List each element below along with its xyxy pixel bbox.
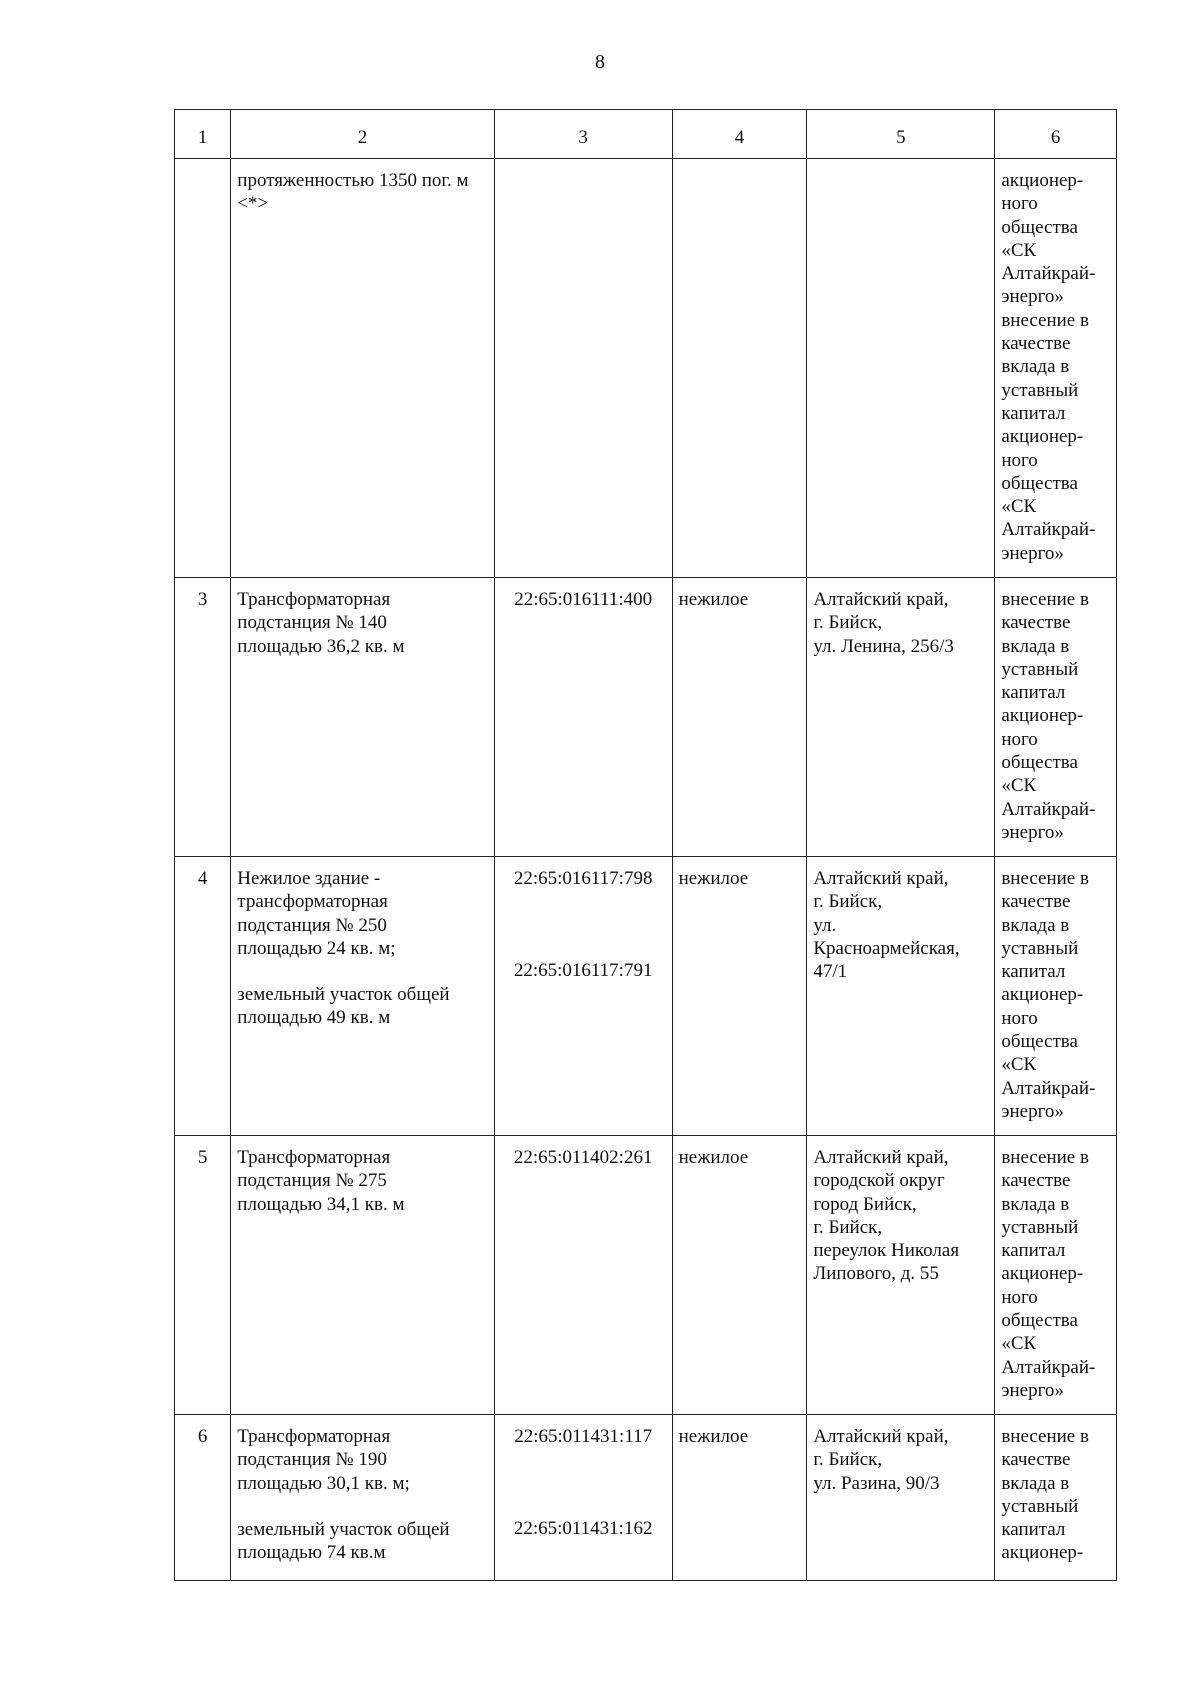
header-col-2: 2: [231, 110, 494, 159]
transfer-cell: [995, 1136, 1117, 1415]
spacer: [237, 1495, 487, 1518]
row-number: 5: [175, 1136, 231, 1415]
cadastral-number: 22:65:016117:791: [513, 960, 653, 982]
description-cell: [231, 578, 494, 857]
transfer-line: капитал: [1001, 1519, 1066, 1541]
description-line: площадью 36,2 кв. м: [237, 635, 405, 657]
transfer-line: уставный: [1001, 1216, 1079, 1238]
header-col-1: 1: [175, 110, 231, 159]
transfer-line: Алтайкрай-: [1001, 1356, 1096, 1378]
transfer-line: «СК: [1001, 1054, 1037, 1076]
address-line: 47/1: [813, 961, 848, 983]
transfer-line: общества: [1001, 1310, 1078, 1332]
description-line: площадью 24 кв. м;: [237, 937, 396, 959]
address-line: Алтайский край,: [813, 1426, 949, 1447]
description-line: Трансформаторная: [237, 1147, 391, 1168]
transfer-line: вклада в: [1001, 914, 1070, 936]
address-line: ул. Разина, 90/3: [813, 1472, 940, 1494]
transfer-line: качестве: [1001, 612, 1071, 634]
cadastral-number: 22:65:011402:261: [513, 1147, 653, 1168]
transfer-line: энерго»: [1001, 1379, 1064, 1401]
description-line: площадью 49 кв. м: [237, 1007, 391, 1029]
transfer-cell: [995, 578, 1117, 857]
description-line: площадью 74 кв.м: [237, 1542, 386, 1564]
transfer-line: уставный: [1001, 658, 1079, 680]
table-row-5: [175, 1136, 1117, 1415]
description-line: подстанция № 275: [237, 1170, 387, 1192]
transfer-line: энерго»: [1001, 1100, 1064, 1122]
description-cell: [231, 1136, 494, 1415]
transfer-cell: [995, 1415, 1117, 1581]
description-line: протяженностью 1350 пог. м: [237, 170, 469, 191]
footnote-marker: <*>: [237, 193, 269, 215]
spacer: [237, 960, 487, 983]
transfer-line: ного: [1001, 449, 1038, 471]
transfer-line: «СК: [1001, 1333, 1037, 1355]
transfer-cell: [995, 159, 1117, 578]
transfer-line: ного: [1001, 1007, 1038, 1029]
transfer-line: качестве: [1001, 1449, 1071, 1471]
description-line: земельный участок общей: [237, 984, 450, 1006]
description-line: подстанция № 190: [237, 1449, 387, 1471]
transfer-line: внесение в: [1001, 1426, 1089, 1447]
header-row: [175, 110, 1117, 159]
spacer: [501, 1471, 666, 1494]
address-line: г. Бийск,: [813, 891, 883, 913]
transfer-line: акционер-: [1001, 705, 1084, 727]
transfer-line: внесение в: [1001, 309, 1089, 331]
transfer-line: вклада в: [1001, 356, 1070, 378]
spacer: [501, 1494, 666, 1517]
transfer-line: Алтайкрай-: [1001, 519, 1096, 541]
cadastral-cell: [494, 857, 672, 1136]
transfer-line: общества: [1001, 752, 1078, 774]
description-line: площадью 30,1 кв. м;: [237, 1472, 410, 1494]
type-cell: нежилое: [672, 578, 807, 857]
header-col-4: 4: [672, 110, 807, 159]
transfer-line: акционер-: [1001, 170, 1084, 191]
transfer-line: капитал: [1001, 682, 1066, 704]
spacer: [501, 913, 666, 936]
description-cell: [231, 857, 494, 1136]
cadastral-number: 22:65:016111:400: [514, 589, 653, 610]
address-cell: [807, 159, 995, 578]
header-col-3: 3: [494, 110, 672, 159]
transfer-line: «СК: [1001, 239, 1037, 261]
address-line: Красноармейская,: [813, 937, 960, 959]
transfer-line: капитал: [1001, 961, 1066, 983]
page-number: 8: [595, 51, 605, 73]
transfer-line: качестве: [1001, 1170, 1071, 1192]
description-cell: [231, 159, 494, 578]
description-line: Нежилое здание -: [237, 868, 381, 889]
description-line: подстанция № 250: [237, 914, 387, 936]
transfer-line: общества: [1001, 216, 1078, 238]
transfer-line: Алтайкрай-: [1001, 1077, 1096, 1099]
transfer-line: внесение в: [1001, 1147, 1089, 1168]
transfer-line: вклада в: [1001, 635, 1070, 657]
row-number-cell: [175, 159, 231, 578]
transfer-line: уставный: [1001, 937, 1079, 959]
transfer-line: внесение в: [1001, 589, 1089, 610]
transfer-line: акционер-: [1001, 1263, 1084, 1285]
cadastral-cell: [494, 159, 672, 578]
cadastral-number: 22:65:016117:798: [513, 868, 653, 889]
address-line: городской округ: [813, 1170, 945, 1192]
row-number: 4: [175, 857, 231, 1136]
transfer-line: уставный: [1001, 1495, 1079, 1517]
cadastral-cell: [494, 1415, 672, 1581]
address-cell: [807, 1415, 995, 1581]
spacer: [501, 890, 666, 913]
transfer-line: ного: [1001, 728, 1038, 750]
type-cell: нежилое: [672, 1136, 807, 1415]
transfer-line: «СК: [1001, 775, 1037, 797]
address-line: Алтайский край,: [813, 1147, 949, 1168]
table-row-3: [175, 578, 1117, 857]
row-number: 6: [175, 1415, 231, 1581]
transfer-line: акционер-: [1001, 1542, 1084, 1564]
address-line: ул. Ленина, 256/3: [813, 635, 954, 657]
description-line: земельный участок общей: [237, 1518, 450, 1540]
address-line: Алтайский край,: [813, 589, 949, 610]
address-line: Липового, д. 55: [813, 1263, 939, 1285]
table-row-4: [175, 857, 1117, 1136]
spacer: [501, 1448, 666, 1471]
transfer-line: ного: [1001, 193, 1038, 215]
address-line: город Бийск,: [813, 1193, 917, 1215]
transfer-line: ного: [1001, 1286, 1038, 1308]
description-line: трансформаторная: [237, 891, 388, 913]
transfer-line: акционер-: [1001, 426, 1084, 448]
address-line: г. Бийск,: [813, 612, 883, 634]
address-line: Алтайский край,: [813, 868, 949, 889]
row-number: 3: [175, 578, 231, 857]
header-col-5: 5: [807, 110, 995, 159]
transfer-line: качестве: [1001, 891, 1071, 913]
description-cell: [231, 1415, 494, 1581]
cadastral-number: 22:65:011431:117: [514, 1426, 653, 1447]
transfer-line: вклада в: [1001, 1472, 1070, 1494]
transfer-line: вклада в: [1001, 1193, 1070, 1215]
header-col-6: 6: [995, 110, 1117, 159]
cadastral-cell: [494, 578, 672, 857]
transfer-line: качестве: [1001, 333, 1071, 355]
table-row-6: [175, 1415, 1117, 1581]
address-line: переулок Николая: [813, 1240, 960, 1262]
transfer-line: Алтайкрай-: [1001, 798, 1096, 820]
transfer-line: внесение в: [1001, 868, 1089, 889]
cadastral-number: 22:65:011431:162: [513, 1518, 653, 1540]
transfer-line: энерго»: [1001, 286, 1064, 308]
transfer-line: общества: [1001, 1031, 1078, 1053]
transfer-line: уставный: [1001, 379, 1079, 401]
transfer-line: акционер-: [1001, 984, 1084, 1006]
transfer-line: энерго»: [1001, 821, 1064, 843]
description-line: подстанция № 140: [237, 612, 387, 634]
type-cell: [672, 159, 807, 578]
address-line: ул.: [813, 914, 837, 936]
transfer-line: Алтайкрай-: [1001, 263, 1096, 285]
transfer-cell: [995, 857, 1117, 1136]
description-line: Трансформаторная: [237, 1426, 391, 1447]
transfer-line: энерго»: [1001, 542, 1064, 564]
transfer-line: общества: [1001, 472, 1078, 494]
cadastral-cell: [494, 1136, 672, 1415]
address-cell: [807, 857, 995, 1136]
description-line: Трансформаторная: [237, 589, 391, 610]
address-line: г. Бийск,: [813, 1449, 883, 1471]
property-table: [174, 109, 1117, 1581]
address-line: г. Бийск,: [813, 1216, 883, 1238]
spacer: [501, 936, 666, 959]
address-cell: [807, 1136, 995, 1415]
transfer-line: капитал: [1001, 1240, 1066, 1262]
transfer-line: капитал: [1001, 402, 1066, 424]
type-cell: нежилое: [672, 857, 807, 1136]
table-row-continued: [175, 159, 1117, 578]
transfer-line: «СК: [1001, 496, 1037, 518]
type-cell: нежилое: [672, 1415, 807, 1581]
address-cell: [807, 578, 995, 857]
description-line: площадью 34,1 кв. м: [237, 1193, 405, 1215]
